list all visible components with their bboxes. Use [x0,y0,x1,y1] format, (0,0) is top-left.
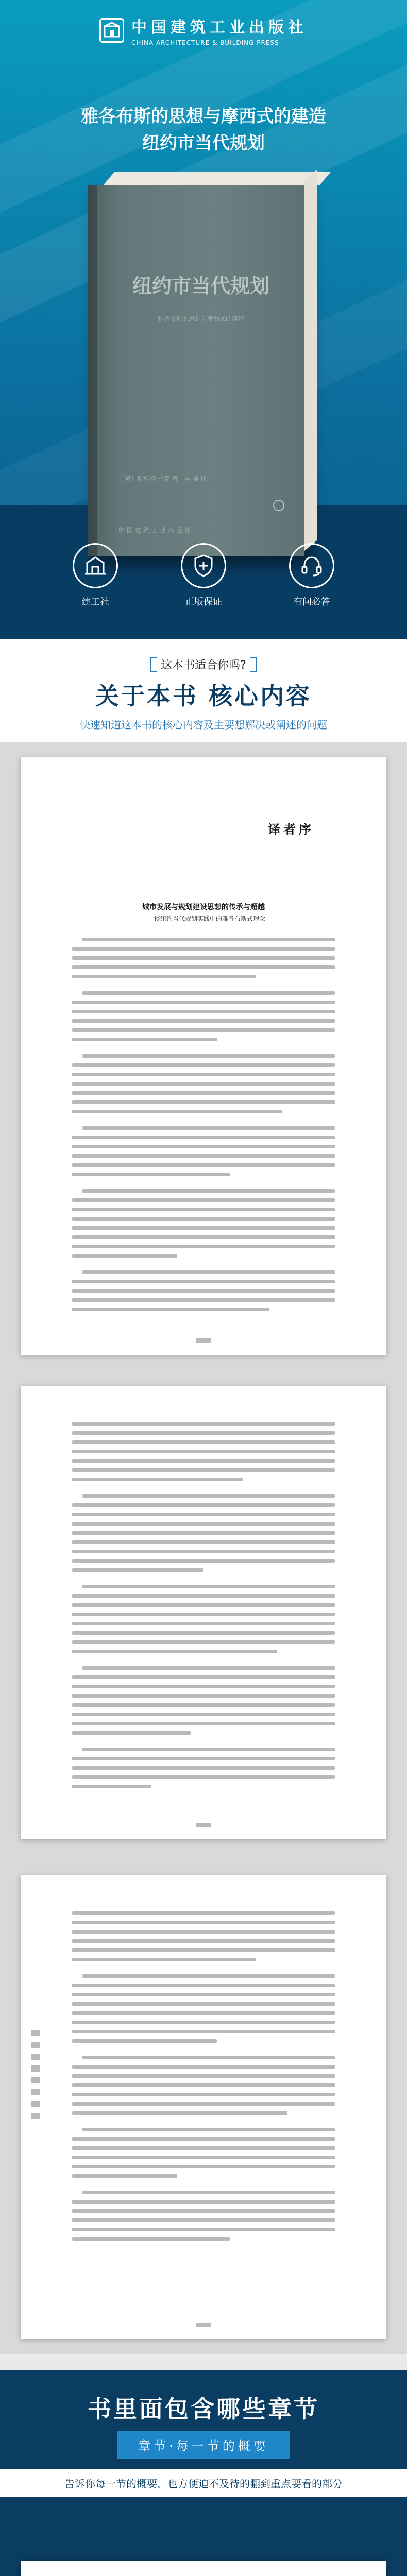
hero-title [0,103,407,157]
sample-page-preface [21,757,386,1355]
publisher-name-en: CHINA ARCHITECTURE & BUILDING PRESS [131,39,279,46]
feature-publisher [73,543,118,608]
page-number [196,1823,211,1827]
toc-page [21,2561,386,2576]
preface-heading: 译者序 [268,822,314,837]
publisher-logo-icon [99,18,124,43]
preface-subheading-2: ——谈纽约当代规划实践中的雅各布斯式理念 [141,915,265,922]
preface-text-block [72,938,335,1317]
sample-pages [0,742,407,2354]
page-text-block [72,1911,335,2246]
contents-section [0,2370,407,2576]
book-top-edge [103,172,331,185]
feature-badges [0,543,407,608]
page-side-mark [31,2030,40,2184]
publisher-name-cn: 中国建筑工业出版社 [131,19,308,37]
book-cover-author: ［美］斯科特·拉森 著 马 峰 译 [118,475,207,482]
feature-label: 正版保证 [185,597,222,607]
hero-title-line1: 雅各布斯的思想与摩西式的建造 [81,106,326,127]
about-header [0,639,407,732]
book-spine [88,185,97,556]
hero-title-line2: 纽约市当代规划 [142,133,265,154]
page-text-block [72,1422,335,1794]
book-page-edge [304,169,317,551]
book-cover-title: 纽约市当代规划 [132,274,269,297]
building-icon [73,543,118,588]
book-cover-subtitle: 雅各布斯的思想与摩西式的建造 [157,315,244,323]
headset-icon [289,543,334,588]
sample-page-3 [21,1875,386,2339]
about-title: 关于本书 核心内容 [95,682,312,710]
contents-strip: 告诉你每一节的概要，也方便迫不及待的翻到重点要看的部分 [0,2469,407,2497]
publisher-brand [0,14,407,46]
contents-title: 书里面包含哪些章节 [88,2395,319,2423]
contents-ribbon: 章节·每一节的概要 [117,2431,290,2459]
about-question: 这本书适合你吗? [147,656,260,672]
book-cover-image [88,185,304,556]
contents-header [0,2370,407,2459]
about-description: 快速知道这本书的核心内容及主要想解决或阐述的问题 [80,719,327,731]
feature-genuine [181,543,226,608]
sample-page-2 [21,1386,386,1839]
book-cover-badge-icon [273,500,284,511]
shield-plus-icon [181,543,226,588]
preface-subheading: 城市发展与规划建设思想的传承与超越 [142,903,265,911]
page-number [196,2323,211,2327]
page-number [196,1338,211,1343]
book-cover-publisher: 中国建筑工业出版社 [118,527,193,534]
hero-banner [0,0,407,639]
feature-label: 有问必答 [293,597,330,607]
feature-label: 建工社 [81,597,109,607]
feature-support [289,543,334,608]
